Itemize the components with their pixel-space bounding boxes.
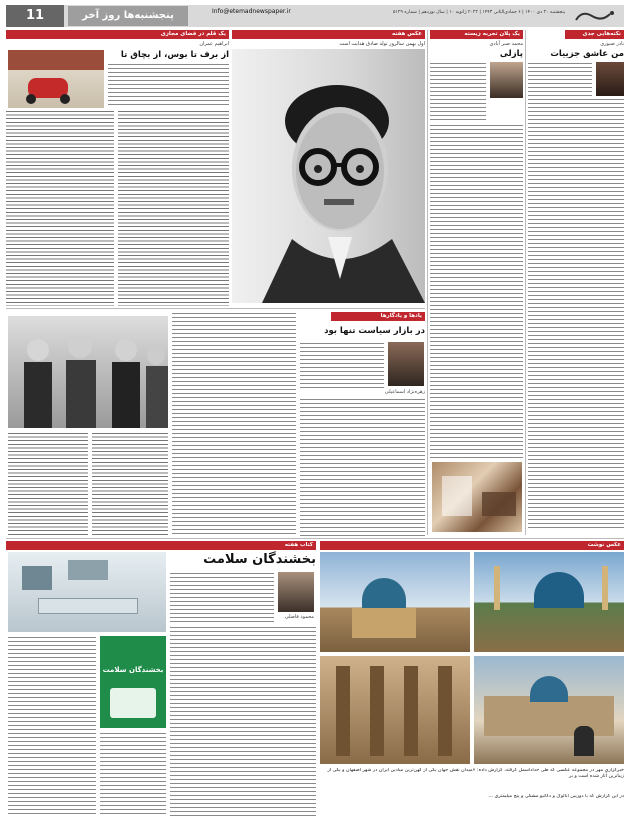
group-figures [8, 316, 168, 428]
author-photo-politics [388, 342, 424, 386]
courtyard-photo [474, 656, 624, 764]
center-label: عکس هفته [232, 30, 425, 39]
health-text-top [170, 572, 274, 624]
portrait-photo [232, 49, 425, 303]
colonnade-photo [320, 656, 470, 764]
email-link[interactable]: Info@etemadnewspaper.ir [212, 8, 291, 15]
column-divider [427, 30, 428, 535]
group-photo [8, 316, 168, 428]
mosque-photo-2 [474, 552, 624, 652]
author-photo-mid [490, 62, 523, 98]
right-col-label: نکته‌هایی جدی [565, 30, 624, 39]
mosque-photo-1 [320, 552, 470, 652]
politics-label: یادها و یادگارها [331, 312, 425, 321]
left-col-text-a [6, 110, 114, 306]
dateline: پنجشنبه ۲۰ دی ۱۴۰۰ | ۶ جمادی‌الثانی ۱۴۴۳ | ۲۰۲۲ ژانویه ۱۰ | سال نوزدهم | شماره ۵۱۲۹ [393, 10, 565, 15]
portrait-figure [232, 49, 425, 303]
health-label: کتاب هفته [6, 541, 316, 550]
left-col-text-b [118, 110, 229, 306]
row-divider [6, 308, 425, 309]
mid-col-author: محمد صبر آبادی [489, 41, 523, 47]
street-photo [8, 50, 104, 108]
right-col-text [528, 98, 624, 528]
book-cover-title: بخشندگان سلامت [102, 666, 164, 674]
health-text-c [100, 732, 166, 816]
book-cover [100, 636, 166, 728]
right-col-author: نادر صبوری [600, 41, 624, 47]
politics-text-a [300, 398, 425, 536]
right-col-text-top [528, 62, 592, 96]
mid-col-title: پازلی [499, 49, 523, 59]
author-photo-right [596, 62, 624, 96]
politics-text-d [92, 432, 168, 536]
page-number: 11 [6, 5, 64, 27]
politics-text-c [8, 432, 88, 536]
newspaper-logo [570, 6, 620, 26]
left-col-author: ابراهیم عمران [199, 41, 229, 47]
mid-col-label: یک پلان تجربه زیسته [430, 30, 523, 39]
politics-author: زهره‌نژاد اسماعیلی [384, 389, 425, 395]
interior-photo [432, 462, 522, 532]
health-author: محمود فاضلی [284, 614, 314, 620]
photo-story-label: عکس نوشت [320, 541, 624, 550]
center-caption: اول بهمن سالروز تولد صادق هدایت است [339, 41, 425, 47]
left-col-text-top [108, 63, 229, 108]
health-text-a [170, 626, 316, 816]
right-col-title: من عاشق جزییات [550, 49, 624, 59]
row-divider [6, 538, 624, 539]
politics-title: در بازار سیاست تنها بود [324, 326, 425, 336]
health-text-b [8, 636, 96, 816]
photo-story-caption-2: در این گزارش که با دوربین آنالوگ و دگاتیو مشکی و پنج میلیمتری ... [488, 794, 624, 799]
section-title: پنجشنبه‌ها روز آخر [68, 6, 188, 26]
mid-col-text-top [430, 62, 486, 122]
mid-col-text [430, 124, 523, 459]
politics-text-b [172, 312, 296, 536]
left-col-title: از برف تا بوس، از بچاق تا [120, 50, 229, 60]
photo-story-caption-1: خبرگزاری مهر در مجموعه عکسی که طی حداداسمل گرفته، گزارش داده: «میدان نقش جهان یکی از کهن‌ترین میادین ایران در شهر اصفهان و یکی از زیباترین آثار شده است و بر [327, 768, 624, 780]
column-divider [525, 30, 526, 535]
health-title: بخشندگان سلامت [203, 552, 316, 567]
hospital-photo [8, 552, 166, 632]
author-photo-health [278, 572, 314, 612]
left-col-label: یک قلم در فضای مجازی [6, 30, 229, 39]
politics-text-top [300, 342, 384, 388]
